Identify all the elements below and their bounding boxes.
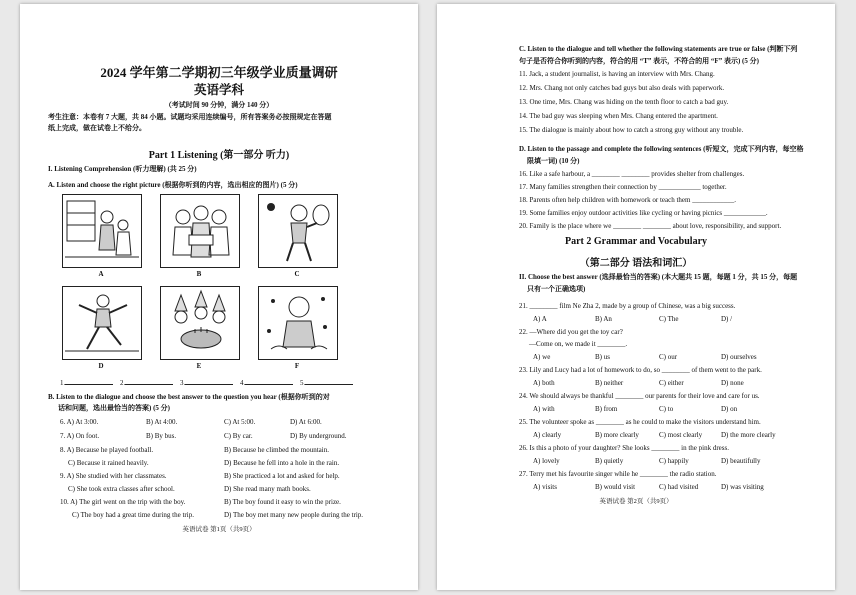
- section-c-line-1: C. Listen to the dialogue and tell whether the following statements are true or false (判断下列: [519, 45, 798, 53]
- q21-option-b: B) An: [595, 315, 612, 323]
- q9-option-a: 9. A) She studied with her classmates.: [60, 472, 167, 480]
- q25-option-a: A) clearly: [533, 431, 562, 439]
- answer-blank-5: 5.: [300, 376, 353, 387]
- fill-item-17: 17. Many families strengthen their connection by ____________ together.: [519, 183, 727, 191]
- section-d-line-2: 限填一词) (10 分): [527, 157, 580, 165]
- notice-line-2: 纸上完成，做在试卷上不给分。: [48, 124, 146, 132]
- q27-option-d: D) was visiting: [721, 483, 764, 491]
- tf-item-12: 12. Mrs. Chang not only catches bad guys but also deals with paperwork.: [519, 84, 725, 92]
- q27-option-b: B) would visit: [595, 483, 636, 491]
- q6-option-b: B) At 4:00.: [146, 418, 178, 426]
- q8-option-c: C) Because it rained heavily.: [68, 459, 149, 467]
- section-b-line-1: B. Listen to the dialogue and choose the best answer to the question you hear (根据你听到的对: [48, 393, 330, 401]
- q22-stem: 22. —Where did you get the toy car?: [519, 328, 623, 336]
- q23-stem: 23. Lily and Lucy had a lot of homework to do, so ________ of them went to the park.: [519, 366, 762, 374]
- q9-option-d: D) She read many math books.: [224, 485, 311, 493]
- q27-stem: 27. Terry met his favourite singer while he ________ the radio station.: [519, 470, 717, 478]
- q6-option-d: D) At 6:00.: [290, 418, 322, 426]
- q25-option-d: D) the more clearly: [721, 431, 776, 439]
- picture-label-e: E: [196, 362, 202, 370]
- picture-label-f: F: [294, 362, 300, 370]
- q21-option-a: A) A: [533, 315, 547, 323]
- q25-option-b: B) more clearly: [595, 431, 639, 439]
- q9-option-c: C) She took extra classes after school.: [68, 485, 175, 493]
- q7-option-a: 7. A) On foot.: [60, 432, 100, 440]
- picture-label-b: B: [196, 270, 202, 278]
- part1-heading: Part 1 Listening (第一部分 听力): [148, 150, 290, 161]
- fill-item-19: 19. Some families enjoy outdoor activities like cycling or having picnics ____________.: [519, 209, 768, 217]
- q24-option-c: C) to: [659, 405, 674, 413]
- q22-option-d: D) ourselves: [721, 353, 757, 361]
- tf-item-11: 11. Jack, a student journalist, is having an interview with Mrs. Chang.: [519, 70, 715, 78]
- section-a-heading: A. Listen and choose the right picture (根据你听到的内容，选出相应的图片) (5 分): [48, 181, 298, 189]
- exam-page-2: [437, 4, 835, 590]
- answer-blank-2: 2.: [120, 376, 173, 387]
- picture-c: [258, 194, 338, 268]
- q7-option-b: B) By bus.: [146, 432, 177, 440]
- q10-option-d: D) The boy met many new people during the trip.: [224, 511, 364, 519]
- answer-blank-3: 3.: [180, 376, 233, 387]
- q6-option-c: C) At 5:00.: [224, 418, 256, 426]
- section-1-heading: I. Listening Comprehension (听力理解) (共 25 分): [48, 165, 197, 173]
- picture-f: [258, 286, 338, 360]
- q24-option-b: B) from: [595, 405, 618, 413]
- q22-option-c: C) our: [659, 353, 678, 361]
- subject-title: 英语学科: [193, 83, 244, 97]
- q8-option-b: B) Because he climbed the mountain.: [224, 446, 329, 454]
- q23-option-c: C) either: [659, 379, 684, 387]
- page-1-footer: 英语试卷 第1页（共9页）: [182, 526, 256, 533]
- tf-item-14: 14. The bad guy was sleeping when Mrs. Chang entered the apartment.: [519, 112, 718, 120]
- q10-option-c: C) The boy had a great time during the trip.: [72, 511, 194, 519]
- section-b-line-2: 话和问题，选出最恰当的答案) (5 分): [58, 404, 170, 412]
- q10-option-b: B) The boy found it easy to win the prize.: [224, 498, 341, 506]
- picture-e: [160, 286, 240, 360]
- q21-option-d: D) /: [721, 315, 733, 323]
- answer-blank-4: 4.: [240, 376, 293, 387]
- time-note: （考试时间 90 分钟，满分 140 分）: [164, 101, 274, 109]
- q23-option-a: A) both: [533, 379, 555, 387]
- q24-option-d: D) on: [721, 405, 738, 413]
- q21-option-c: C) The: [659, 315, 679, 323]
- q26-option-b: B) quietly: [595, 457, 624, 465]
- q27-option-a: A) visits: [533, 483, 557, 491]
- page-2-footer: 英语试卷 第2页（共9页）: [599, 498, 673, 505]
- fill-item-18: 18. Parents often help children with homework or teach them ____________.: [519, 196, 736, 204]
- q24-stem: 24. We should always be thankful ________ our parents for their love and care for us.: [519, 392, 760, 400]
- q6-option-a: 6. A) At 3:00.: [60, 418, 99, 426]
- picture-b: [160, 194, 240, 268]
- section-c-line-2: 句子是否符合你听到的内容，符合的用 “T” 表示，不符合的用 “F” 表示) (5 分): [519, 57, 759, 65]
- q7-option-c: C) By car.: [224, 432, 253, 440]
- q21-stem: 21. ________ film Ne Zha 2, made by a group of Chinese, was a big success.: [519, 302, 736, 310]
- q22-option-a: A) we: [533, 353, 551, 361]
- picture-label-d: D: [98, 362, 104, 370]
- section-d-line-1: D. Listen to the passage and complete the following sentences (听短文，完成下列内容，每空格: [519, 145, 804, 153]
- q26-stem: 26. Is this a photo of your daughter? She looks ________ in the pink dress.: [519, 444, 729, 452]
- q25-option-c: C) most clearly: [659, 431, 703, 439]
- fill-item-16: 16. Like a safe harbour, a ________ ________ provides shelter from challenges.: [519, 170, 745, 178]
- tf-item-15: 15. The dialogue is mainly about how to catch a strong guy without any trouble.: [519, 126, 744, 134]
- q26-option-c: C) happily: [659, 457, 689, 465]
- q22-option-b: B) us: [595, 353, 610, 361]
- q22-stem-2: —Come on, we made it ________.: [529, 340, 628, 348]
- picture-label-c: C: [294, 270, 300, 278]
- part2-heading: Part 2 Grammar and Vocabulary: [564, 236, 708, 247]
- notice-line-1: 考生注意：本卷有 7 大题，共 84 小题。试题均采用连续编号，所有答案务必按照规定在答题: [48, 113, 332, 121]
- q8-option-d: D) Because he fell into a hole in the rain.: [224, 459, 340, 467]
- q27-option-c: C) had visited: [659, 483, 699, 491]
- q26-option-a: A) lovely: [533, 457, 560, 465]
- q8-option-a: 8. A) Because he played football.: [60, 446, 154, 454]
- q10-option-a: 10. A) The girl went on the trip with the boy.: [60, 498, 186, 506]
- picture-a: [62, 194, 142, 268]
- tf-item-13: 13. One time, Mrs. Chang was hiding on the tenth floor to catch a bad guy.: [519, 98, 729, 106]
- q23-option-d: D) none: [721, 379, 744, 387]
- q25-stem: 25. The volunteer spoke as ________ as he could to make the visitors understand him.: [519, 418, 761, 426]
- q26-option-d: D) beautifully: [721, 457, 761, 465]
- exam-title: 2024 学年第二学期初三年级学业质量调研: [100, 65, 338, 80]
- section-ii-line-1: II. Choose the best answer (选择最恰当的答案) (本大题共 15 题，每题 1 分，共 15 分，每题: [519, 273, 798, 281]
- q23-option-b: B) neither: [595, 379, 624, 387]
- section-ii-line-2: 只有一个正确选项): [527, 285, 586, 293]
- exam-page-1: [20, 4, 418, 590]
- q24-option-a: A) with: [533, 405, 555, 413]
- answer-blank-1: 1.: [60, 376, 113, 387]
- fill-item-20: 20. Family is the place where we ________ ________ about love, responsibility, and support.: [519, 222, 782, 230]
- part2-subheading: （第二部分 语法和词汇）: [579, 258, 693, 269]
- q9-option-b: B) She practiced a lot and asked for help.: [224, 472, 340, 480]
- q7-option-d: D) By underground.: [290, 432, 347, 440]
- picture-label-a: A: [98, 270, 104, 278]
- picture-d: [62, 286, 142, 360]
